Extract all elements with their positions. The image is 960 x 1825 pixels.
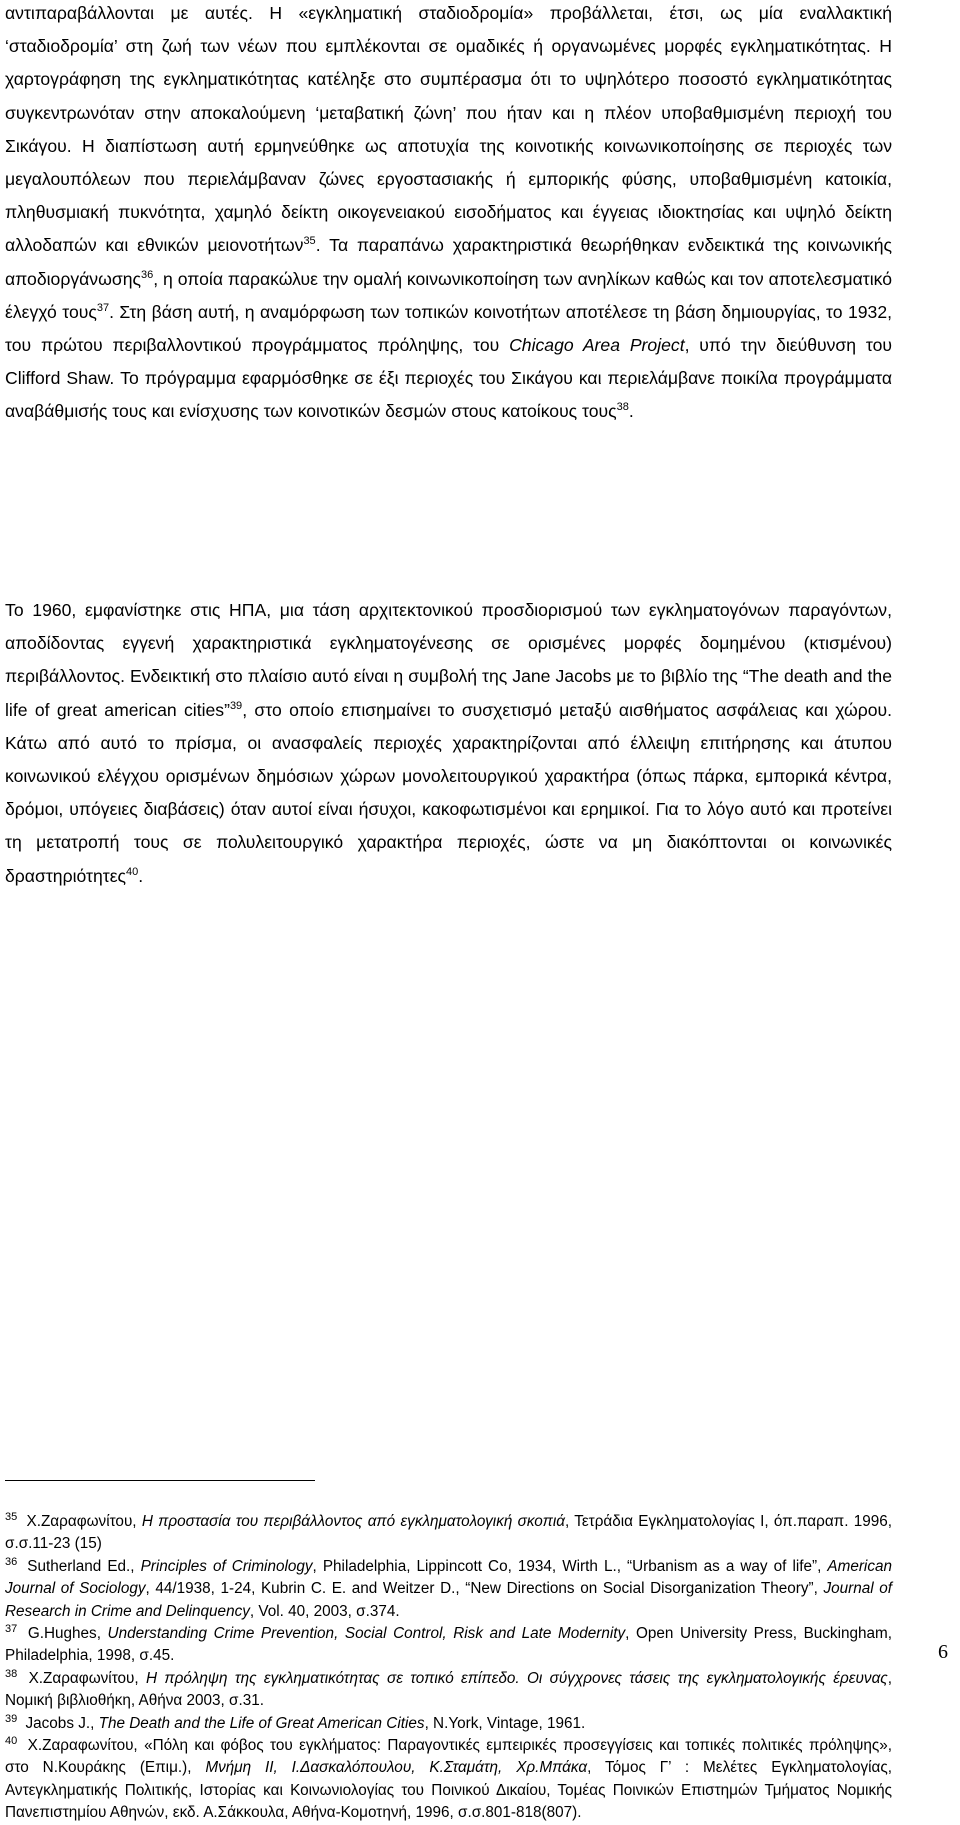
footnote-ref-40[interactable]: 40 <box>126 865 139 878</box>
paragraph-text: αντιπαραβάλλονται με αυτές. Η «εγκληματική σταδιοδρομία» προβάλλεται, έτσι, ως μία εναλλακτική ‘σταδιοδρομία’ στη ζωή των νέων που εμπλέκονται σε ομαδικές ή οργανωμένες μορφές εγκληματικότητας. Η χαρτογράφηση της εγκληματικότητας κατέληξε στο συμπέρασμα ότι το υψηλότερο ποσοστό εγκληματικότητας συγκεντρωνόταν στην αποκαλούμενη ‘μεταβατική ζώνη’ που ήταν και η πλέον υποβαθμισμένη περιοχή του Σικάγου. Η διαπίστωση αυτή ερμηνεύθηκε ως αποτυχία της κοινοτικής κοινωνικοποίησης σε περιοχές των μεγαλουπόλεων που περιελάμβαναν ζώνες εργοστασιακής ή εμπορικής φύσης, υποβαθμισμένη κατοικία, πληθυσμιακή πυκνότητα, χαμηλό δείκτη οικογενειακού εισοδήματος και έγγειας ιδιοκτησίας και υψηλό δείκτη αλλοδαπών και εθνικών μειονοτήτων <box>5 3 892 256</box>
footnote-number: 39 <box>5 1712 18 1725</box>
paragraph-text: Το 1960, εμφανίστηκε στις ΗΠΑ, μια τάση αρχιτεκτονικού προσδιορισμού των εγκληματογόνων παραγόντων, αποδίδοντας εγγενή χαρακτηριστικά εγκληματογένεσης σε ορισμένες μορφές δομημένου (κτισμένου) περιβάλλοντος. Ενδεικτική στο πλαίσιο αυτό είναι η συμβολή της Jane Jacobs με το βιβλίο της “The death and the life of great american cities” <box>5 600 892 720</box>
paragraph-text: , η οποία παρακώλυε την ομαλή κοινωνικοποίηση των ανηλίκων καθώς και τον αποτελεσματικό έλεγχό τους <box>5 268 892 322</box>
paragraph-text: , στο οποίο επισημαίνει το συσχετισμό μεταξύ αισθήματος ασφάλειας και χώρου. Κάτω από αυτό το πρίσμα, οι ανασφαλείς περιοχές χαρακτηρίζονται από έλλειψη επιτήρησης και άτυπου κοινωνικού ελέγχου ορισμένων δημόσιων χώρων μονολειτουργικού χαρακτήρα (όπως πάρκα, εμπορικά κέντρα, δρόμοι, υπόγειες διαβάσεις) όταν αυτοί είναι ήσυχοι, κακοφωτισμένοι και ερημικοί. Για το λόγο αυτό και προτείνει τη μετατροπή τους σε πολυλειτουργικό χαρακτήρα περιοχές, ώστε να μη διακόπτονται οι κοινωνικές δραστηριότητες <box>5 699 892 886</box>
footnote-title: Η προστασία του περιβάλλοντος από εγκληματολογική σκοπιά <box>141 1513 565 1530</box>
body-paragraph <box>5 0 892 429</box>
footnote-39 <box>5 1713 892 1735</box>
footnote-title: American Journal of Sociology <box>5 1557 892 1598</box>
footnote-text: Jacobs J., <box>21 1714 99 1732</box>
footnote-35 <box>5 1511 892 1556</box>
footnote-ref-38[interactable]: 38 <box>616 401 629 414</box>
footnote-title: Η πρόληψη της εγκληματικότητας σε τοπικό επίπεδο. Οι σύγχρονες τάσεις της εγκληματολογικής έρευνας <box>145 1669 888 1687</box>
footnote-number: 40 <box>5 1735 18 1748</box>
footnote-text: Sutherland Ed., <box>21 1557 141 1575</box>
footnote-number: 35 <box>5 1511 18 1523</box>
body-paragraph <box>5 594 892 893</box>
footnote-text: , 44/1938, 1-24, Kubrin C. E. and Weitzer D., “New Directions on Social Disorganization Theory”, <box>145 1580 824 1598</box>
footnote-text: , N.York, Vintage, 1961. <box>424 1714 586 1732</box>
footnote-38 <box>5 1668 892 1713</box>
footnote-text: , Νομική βιβλιοθήκη, Αθήνα 2003, σ.31. <box>5 1669 892 1710</box>
footnote-number: 38 <box>5 1667 18 1680</box>
footnote-number: 36 <box>5 1555 18 1568</box>
footnote-title: The Death and the Life of Great American Cities <box>98 1714 425 1732</box>
footnote-title: Principles of Criminology <box>140 1557 313 1575</box>
footnote-text: G.Hughes, <box>21 1625 108 1643</box>
footnote-number: 37 <box>5 1623 18 1636</box>
footnote-text: , Τόμος Γ’ : Μελέτες Εγκληματολογίας, Αντεγκληματικής Πολιτικής, Ιστορίας και Κοινωνιολογίας του Ποινικού Δικαίου, Τομέας Ποινικών Επιστημών Τμήματος Νομικής Πανεπιστημίου Αθηνών, εκδ. Α.Σάκκουλα, Αθήνα-Κομοτηνή, 1996, σ.σ.801-818(807). <box>5 1759 892 1822</box>
paragraph-text: . <box>138 865 144 886</box>
footnotes <box>5 1511 892 1825</box>
footnote-37 <box>5 1623 892 1668</box>
footnote-text: Χ.Ζαραφωνίτου, <box>21 1513 142 1530</box>
footnote-ref-39[interactable]: 39 <box>229 699 243 712</box>
footnote-text: Χ.Ζαραφωνίτου, <box>21 1669 146 1687</box>
footnote-ref-36[interactable]: 36 <box>140 268 154 281</box>
footnote-text: , Τετράδια Εγκληματολογίας Ι, όπ.παραπ. 1996, σ.σ.11-23 (15) <box>5 1513 893 1553</box>
footnote-text: , Open University Press, Buckingham, Philadelphia, 1998, σ.45. <box>5 1625 893 1665</box>
paragraph-text: . Τα παραπάνω χαρακτηριστικά θεωρήθηκαν ενδεικτικά της κοινωνικής αποδιοργάνωσης <box>5 235 892 289</box>
footnote-title: Understanding Crime Prevention, Social Control, Risk and Late Modernity <box>107 1625 626 1643</box>
page-number: 6 <box>938 1641 948 1663</box>
footnote-title: Μνήμη ΙΙ, Ι.Δασκαλόπουλου, Κ.Σταμάτη, Χρ.Μπάκα <box>205 1759 588 1777</box>
footnote-40 <box>5 1735 892 1825</box>
footnote-title: Journal of Research in Crime and Delinquency <box>5 1580 892 1620</box>
footnote-ref-35[interactable]: 35 <box>303 235 316 248</box>
paragraph-text: , υπό την διεύθυνση του Clifford Shaw. Το πρόγραμμα εφαρμόσθηκε σε έξι περιοχές του Σικάγου και περιελάμβανε ποικίλα προγράμματα αναβάθμισής τους και ενίσχυσης των κοινοτικών δεσμών στους κατοίκους τους <box>5 335 892 422</box>
footnote-ref-37[interactable]: 37 <box>96 301 110 314</box>
paragraph-text: . Στη βάση αυτή, η αναμόρφωση των τοπικών κοινοτήτων αποτέλεσε τη βάση δημιουργίας, το 1932, του πρώτου περιβαλλοντικού προγράμματος πρόληψης, του <box>5 301 892 356</box>
footnote-36 <box>5 1556 892 1623</box>
footnote-text: , Philadelphia, Lippincott Co, 1934, Wirth L., “Urbanism as a way of life”, <box>312 1557 828 1575</box>
footnote-separator <box>5 1480 315 1481</box>
paragraph-text: . <box>628 401 634 422</box>
footnote-text: , Vol. 40, 2003, σ.374. <box>249 1602 400 1620</box>
project-title: Chicago Area Project <box>509 335 685 356</box>
footnote-text: Χ.Ζαραφωνίτου, «Πόλη και φόβος του εγκλήματος: Παραγοντικές εμπειρικές προσεγγίσεις και τοπικές πολιτικές πρόληψης», στο Ν.Κουράκης (Επιμ.), <box>5 1737 892 1777</box>
